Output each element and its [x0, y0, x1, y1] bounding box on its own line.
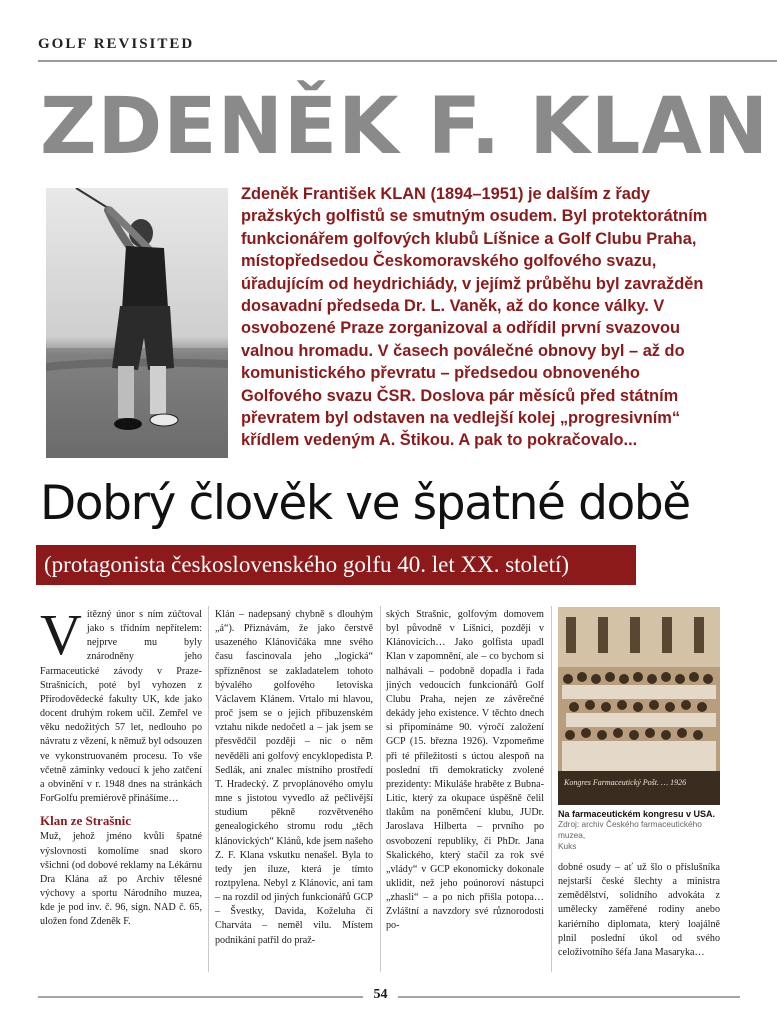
- column-divider: [380, 606, 381, 972]
- body-paragraph: Klán – nadepsaný chybně s dlouhým „á“). Přiznávám, že jako čerstvě usazeného Klánovičáka mne svého času fascinovala jeho „logická“ spřízněnost se zakladatelem tohoto bývalého golfového letoviska Václavem Klánem. Vrtalo mi hlavou, proč jsem se o jejich příbuzenském vztahu nikde nedočetl a – jak jsem se přesvědčil později – nic o něm nevěděli ani golfový encyklopedista P. Sedlák, ani znalec místního prostředí T. Hradecký. Z prvoplánového omylu mne s jistotou vyvedlo až pečlivější studium pěkně rozvětveného genealogického stromu rodu „těch klánovických“ Klánů, kde jsem našeho Z. F. Klana vskutku nenašel. Byla to tedy jen iluze, která je tímto roztpylena. Nebyl z Klánovic, ani tam – na rozdíl od jiných funkcionářů GCP – Švestky, Davida, Koželuha či Charváta – neměl vilu. Místem podnikání patřil do praž-: [215, 609, 373, 946]
- footer-rule-left: [38, 996, 363, 998]
- footer-rule-right: [398, 996, 740, 998]
- page-number: 54: [373, 987, 388, 1002]
- intro-paragraph: ítězný únor s ním zúčtoval jako s třídním nepřítelem: nejprve mu byly znárodněny jeho Farmaceutické závody v Praze-Strašnicích, poté byl vyhozen z Přírodovědecké fakulty UK, kde jako docent druhým rokem učil. Zemřel ve věku nedožitých 57 let, nedlouho po návratu z vězení, k němuž byl odsouzen ve vykonstruovaném procesu. To vše včetně záminky vedoucí k jeho zatčení a obvinění v r. 1948 dnes na stránkách ForGolfu premiérově přinášíme…: [40, 609, 202, 805]
- group-photo: [558, 607, 720, 805]
- article-headline: ZDENĚK F. KLAN: [40, 82, 770, 172]
- photo-inscription: Kongres Farmaceutický Pošt. … 1926: [564, 778, 687, 787]
- photo-caption: [558, 809, 723, 852]
- text-column-2: [215, 608, 373, 948]
- golfer-photo-graphic: [46, 188, 228, 458]
- text-column-1: [40, 602, 202, 929]
- subtitle-banner-text: (protagonista československého golfu 40. let XX. století): [44, 552, 570, 577]
- golfer-photo: [46, 188, 228, 458]
- drop-cap: V: [40, 602, 82, 667]
- text-column-4: [558, 861, 720, 960]
- section-subhead: Klan ze Strašnic: [40, 813, 131, 829]
- caption-credit-2: Kuks: [558, 841, 577, 851]
- column-divider: [551, 606, 552, 972]
- body-paragraph: dobné osudy – ať už šlo o příslušníka nejstarší české šlechty a ministra zemědělství, solidního advokáta z umělecky zaměřené rodiny anebo kariérního diplomata, který loajálně plnil poslední úkol od svého celoživotního šéfa Jana Masaryka…: [558, 862, 720, 958]
- article-subtitle: Dobrý člověk ve špatné době: [40, 476, 690, 531]
- column-divider: [208, 606, 209, 972]
- caption-credit-1: Zdroj: archiv Českého farmaceutického muzea,: [558, 819, 702, 840]
- section-label: GOLF REVISITED: [38, 36, 195, 52]
- lead-paragraph: Zdeněk František KLAN (1894–1951) je dalším z řady pražských golfistů se smutným osudem. Byl protektorátním funkcionářem golfových klubů Líšnice a Golf Clubu Praha, místopředsedou Českomoravského golfového svazu, úřadujícím od heydrichiády, v jejímž průběhu byl zavražděn dosavadní předseda Dr. L. Vaněk, až do konce války. V osvobozené Praze zorganizoval a odřídil první svazovou valnou hromadu. V časech poválečné obnovy byl – až do komunistického převratu – předsedou obnoveného Golfového svazu ČSR. Doslova pár měsíců před státním převratem byl odstaven na vedlejší kolej „progresivním“ křídlem vedeným A. Štikou. A pak to pokračovalo...: [241, 185, 708, 450]
- body-paragraph: ských Strašnic, golfovým domovem byl původně v Líšnici, později v Klánovicích… Jako golfista upadl Klan v zapomnění, ale – co bychom si nalhávali – podobně dopadla i řada jiných vedoucích funkcionářů Golf Clubu Praha, nejen ze závěrečné dekády jeho existence. V těchto dnech si připomínáme 90. výročí založení GCP (15. března 1926). Vzpomeňme při té příležitosti s úctou alespoň na poslední tři demokraticky zvolené prezidenty: Mikuláše hraběte z Bubna-Litic, který za okupace úspěšně čelil tlakům na poněmčení klubu, JUDr. Jaroslava Hilberta – prvního po osvobození republiky, či PhDr. Jana Skalického, který stačil za rok své „vlády“ v GCP ekonomicky dokonale uklidit, než jeho poúnoroví nástupci „zhasli“ – a po nich přišla potopa… Zvláštní a navzdory své různorodosti po-: [386, 609, 544, 932]
- caption-title: Na farmaceutickém kongresu v USA.: [558, 809, 716, 819]
- body-paragraph: Muž, jehož jméno kvůli špatné výslovnosti komolíme snad skoro všichni (od dobové reklamy na Lékárnu Dra Klána až po Archiv tělesné výchovy a sportu Národního muzea, kde je pod inv. č. 96, sign. NAD č. 65, uložen fond Zdeněk F.: [40, 831, 202, 928]
- text-column-3: [386, 608, 544, 934]
- top-rule: [38, 60, 777, 62]
- group-photo-graphic: [558, 607, 720, 805]
